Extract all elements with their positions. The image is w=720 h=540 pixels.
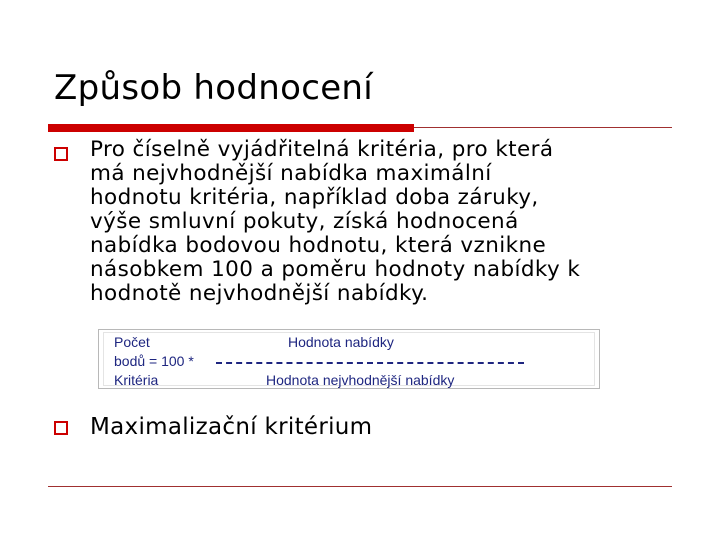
hollow-square-bullet-icon <box>54 147 68 161</box>
bullet-text-maximization: Maximalizační kritérium <box>90 414 373 440</box>
footer-divider <box>48 486 672 487</box>
formula-middle-left: bodů = 100 * <box>114 353 194 369</box>
title-underline-accent <box>48 124 414 132</box>
formula-numerator: Hodnota nabídky <box>288 334 394 350</box>
bullet-line: Pro číselně vyjádřitelná kritéria, pro která <box>90 137 554 162</box>
formula-bottom-left: Kritéria <box>114 372 159 388</box>
formula-top-left: Počet <box>114 334 150 350</box>
hollow-square-bullet-icon <box>54 421 68 435</box>
title-underline-thin <box>414 127 672 128</box>
bullet-line: hodnotě nejvhodnější nabídky. <box>90 281 429 306</box>
bullet-line: násobkem 100 a poměru hodnoty nabídky k <box>90 257 581 282</box>
bullet-line: hodnotu kritéria, například doba záruky, <box>90 185 539 210</box>
formula-fraction-line <box>216 362 524 364</box>
formula-denominator: Hodnota nejvhodnější nabídky <box>266 372 455 388</box>
bullet-text-criteria-rule <box>90 138 680 306</box>
bullet-line: nabídka bodovou hodnotu, která vznikne <box>90 233 547 258</box>
bullet-line: má nejvhodnější nabídka maximální <box>90 161 492 186</box>
bullet-line: výše smluvní pokuty, získá hodnocená <box>90 209 519 234</box>
slide-title: Způsob hodnocení <box>54 68 374 108</box>
